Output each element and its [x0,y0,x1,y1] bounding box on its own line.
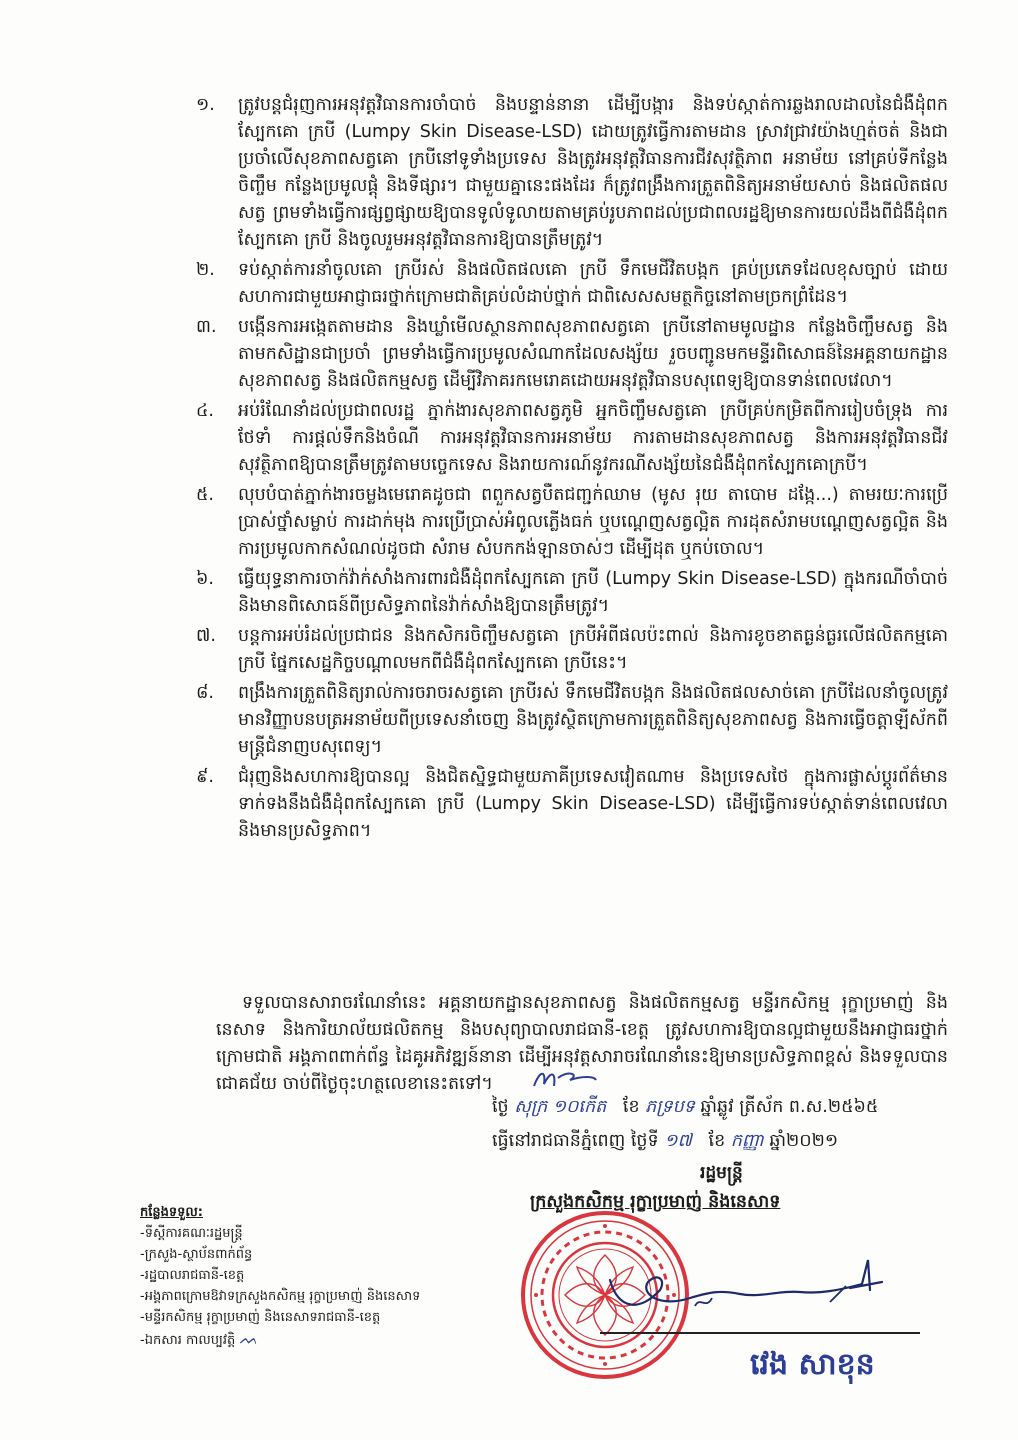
directive-list [196,92,948,848]
minister-title: រដ្ឋមន្ត្រី [700,1163,743,1183]
item-number: ២. [196,260,215,280]
recipient-item: -អង្គភាពក្រោមឱវាទក្រសួងកសិកម្ម រុក្ខាប្រមាញ់ និងនេសាទ [140,1289,421,1304]
recipient-item: -ក្រសួង-ស្ថាប័នពាក់ព័ន្ធ [140,1247,253,1262]
lunar-date-month-label: ខែ [622,1097,640,1117]
item-text: ធ្វើយុទ្ធនាការចាក់វ៉ាក់សាំងការពារជំងឺដុំពកស្បែកគោ ក្របី (Lumpy Skin Disease-LSD) ក្នុងករណីចាំបាច់ និងមានពិសោធន៍ពីប្រសិទ្ធភាពនៃវ៉ាក់សាំងឱ្យបានត្រឹមត្រូវ។ [238,569,948,616]
lunar-date-month: ភទ្របទ [645,1097,695,1117]
list-item [196,566,948,620]
recipients-heading: កន្លែងទទួល: [140,1205,203,1220]
solar-date-prefix: ធ្វើនៅរាជធានីភ្នំពេញ ថ្ងៃទី [492,1131,659,1151]
item-number: ៨. [196,683,214,703]
list-item [196,314,948,395]
solar-date-year: ឆ្នាំ២០២១ [769,1131,839,1151]
solar-date-month: កញ្ញា [730,1131,764,1151]
item-text: ពង្រឹងការត្រួតពិនិត្យរាល់ការចរាចរសត្វគោ ក្របីរស់ ទឹកមេជីវិតបង្កក និងផលិតផលសាច់គោ ក្របីដែលនាំចូលត្រូវមានវិញ្ញាបនបត្រអនាម័យពីប្រទេសនាំចេញ និងត្រូវស្ថិតក្រោមការត្រួតពិនិត្យសុខភាពសត្វ និងការធ្វើចត្តាឡីស័កពីមន្ត្រីជំនាញបសុពេទ្យ។ [238,683,948,757]
item-text: ទប់ស្កាត់ការនាំចូលគោ ក្របីរស់ និងផលិតផលគោ ក្របី ទឹកមេជីវិតបង្កក គ្រប់ប្រភេទដែលខុសច្បាប់ ដោយសហការជាមួយអាជ្ញាធរថ្នាក់ក្រោមជាតិគ្រប់លំដាប់ថ្នាក់ ជាពិសេសសមត្ថកិច្ចនៅតាមច្រកព្រំដែន។ [238,260,948,307]
signature-line [600,1332,920,1334]
lunar-date-day: សុក្រ ១០កើត [514,1097,607,1117]
solar-date-line [492,1128,838,1155]
item-number: ៥. [196,485,214,505]
list-item [196,623,948,677]
list-item [196,257,948,311]
list-item [196,398,948,479]
solar-date-month-label: ខែ [708,1131,726,1151]
lunar-date-line [492,1094,878,1121]
item-text: លុបបំបាត់ភ្នាក់ងារចម្លងមេរោគដូចជា ពពួកសត្វបឺតជញ្ជក់ឈាម (មូស រុយ តាបោម ដង្កែ...) តាមរយៈការប្រើប្រាស់ថ្នាំសម្លាប់ ការដាក់មុង ការប្រើប្រាស់អំពូលភ្លើងធក់ ឬបណ្តេញសត្វល្អិត ការដុតសំរាមបណ្តេញសត្វល្អិត និងការប្រមូលកាកសំណល់ដូចជា សំរាម សំបកកង់ឡានចាស់ៗ ដើម្បីដុត ឬកប់ចោល។ [238,485,948,559]
initials-mark [530,1066,600,1092]
item-number: ១. [196,95,215,115]
item-number: ៣. [196,317,217,337]
item-text: ត្រូវបន្តជំរុញការអនុវត្តវិធានការចាំបាច់ និងបន្ទាន់នានា ដើម្បីបង្ការ និងទប់ស្កាត់ការឆ្លងរាលដាលនៃជំងឺដុំពកស្បែកគោ ក្របី (Lumpy Skin Disease-LSD) ដោយត្រូវធ្វើការតាមដាន ស្រាវជ្រាវយ៉ាងហ្មត់ចត់ និងជាប្រចាំលើសុខភាពសត្វគោ ក្របីនៅទូទាំងប្រទេស និងត្រូវអនុវត្តវិធានការជីវសុវត្ថិភាព អនាម័យ នៅគ្រប់ទីកន្លែងចិញ្ចឹម កន្លែងប្រមូលផ្តុំ និងទីផ្សារ។ ជាមួយគ្នានេះផងដែរ ក៏ត្រូវពង្រឹងការត្រួតពិនិត្យអនាម័យសាច់ និងផលិតផលសត្វ ព្រមទាំងធ្វើការផ្សព្វផ្សាយឱ្យបានទូលំទូលាយតាមគ្រប់រូបភាពដល់ប្រជាពលរដ្ឋឱ្យមានការយល់ដឹងពីជំងឺដុំពកស្បែកគោ ក្របី និងចូលរួមអនុវត្តវិធានការឱ្យបានត្រឹមត្រូវ។ [238,95,948,250]
recipient-item: -ឯកសារ កាលប្បវត្តិ ᨓ [140,1329,259,1348]
recipient-item: -មន្ទីរកសិកម្ម រុក្ខាប្រមាញ់ និងនេសាទរាជធានី-ខេត្ត [140,1310,381,1325]
recipient-item: -រដ្ឋបាលរាជធានី-ខេត្ត [140,1268,245,1283]
list-item [196,92,948,254]
recipients-list [140,1202,420,1351]
recipient-item: -ទីស្តីការគណៈរដ្ឋមន្ត្រី [140,1226,243,1241]
item-text: បង្កើនការអង្កេតតាមដាន និងឃ្លាំមើលស្ថានភាពសុខភាពសត្វគោ ក្របីនៅតាមមូលដ្ឋាន កន្លែងចិញ្ចឹមសត្វ និងតាមកសិដ្ឋានជាប្រចាំ ព្រមទាំងធ្វើការប្រមូលសំណាកដែលសង្ស័យ រួចបញ្ជូនមកមន្ទីរពិសោធន៍នៃអគ្គនាយកដ្ឋានសុខភាពសត្វ និងផលិតកម្មសត្វ ដើម្បីវិភាគរកមេរោគដោយអនុវត្តវិធានបសុពេទ្យឱ្យបានទាន់ពេលវេលា។ [238,317,948,391]
item-number: ៤. [196,401,214,421]
item-number: ៦. [196,569,214,589]
item-text: អប់រំណែនាំដល់ប្រជាពលរដ្ឋ ភ្នាក់ងារសុខភាពសត្វភូមិ អ្នកចិញ្ចឹមសត្វគោ ក្របីគ្រប់កម្រិតពីការរៀបចំទ្រុង ការថែទាំ ការផ្តល់ទឹកនិងចំណី ការអនុវត្តវិធានការអនាម័យ ការតាមដានសុខភាពសត្វ និងការអនុវត្តវិធានជីវសុវត្ថិភាពឱ្យបានត្រឹមត្រូវតាមបច្ចេកទេស និងរាយការណ៍នូវករណីសង្ស័យនៃជំងឺដុំពកស្បែកគោក្របី។ [238,401,948,475]
list-item [196,680,948,761]
item-number: ៧. [196,626,216,646]
lunar-date-year: ឆ្នាំឆ្លូវ ត្រីស័ក ព.ស.២៥៦៥ [700,1097,879,1117]
signer-name: វេង សាខុន [750,1347,875,1382]
item-text: ជំរុញនិងសហការឱ្យបានល្អ និងជិតស្និទ្ធជាមួយភាគីប្រទេសវៀតណាម និងប្រទេសថៃ ក្នុងការផ្លាស់ប្តូរព័ត៌មានទាក់ទងនឹងជំងឺដុំពកស្បែកគោ ក្របី (Lumpy Skin Disease-LSD) ដើម្បីធ្វើការទប់ស្កាត់ទាន់ពេលវេលា និងមានប្រសិទ្ធភាព។ [238,767,948,841]
list-item [196,764,948,845]
list-item [196,482,948,563]
ministry-name: ក្រសួងកសិកម្ម រុក្ខាប្រមាញ់ និងនេសាទ [530,1192,781,1212]
item-number: ៩. [196,767,214,787]
lunar-date-prefix: ថ្ងៃ [492,1097,509,1117]
solar-date-day: ១៧ [664,1131,692,1151]
signature-icon [600,1250,900,1320]
closing-paragraph: ទទួលបានសារាចរណែនាំនេះ អគ្គនាយកដ្ឋានសុខភាពសត្វ និងផលិតកម្មសត្វ មន្ទីរកសិកម្ម រុក្ខាប្រមាញ់ និងនេសាទ និងការិយាល័យផលិតកម្ម និងបសុព្យាបាលរាជធានី-ខេត្ត ត្រូវសហការឱ្យបានល្អជាមួយនឹងអាជ្ញាធរថ្នាក់ក្រោមជាតិ អង្គភាពពាក់ព័ន្ធ ដៃគូអភិវឌ្ឍន៍នានា ដើម្បីអនុវត្តសារាចរណែនាំនេះឱ្យមានប្រសិទ្ធភាពខ្ពស់ និងទទួលបានជោគជ័យ ចាប់ពីថ្ងៃចុះហត្ថលេខានេះតទៅ។ [216,993,948,1094]
item-text: បន្តការអប់រំដល់ប្រជាជន និងកសិករចិញ្ចឹមសត្វគោ ក្របីអំពីផលប៉ះពាល់ និងការខូចខាតធ្ងន់ធ្ងរលើផលិតកម្មគោ ក្របី ផ្នែកសេដ្ឋកិច្ចបណ្តាលមកពីជំងឺដុំពកស្បែកគោ ក្របីនេះ។ [238,626,948,673]
